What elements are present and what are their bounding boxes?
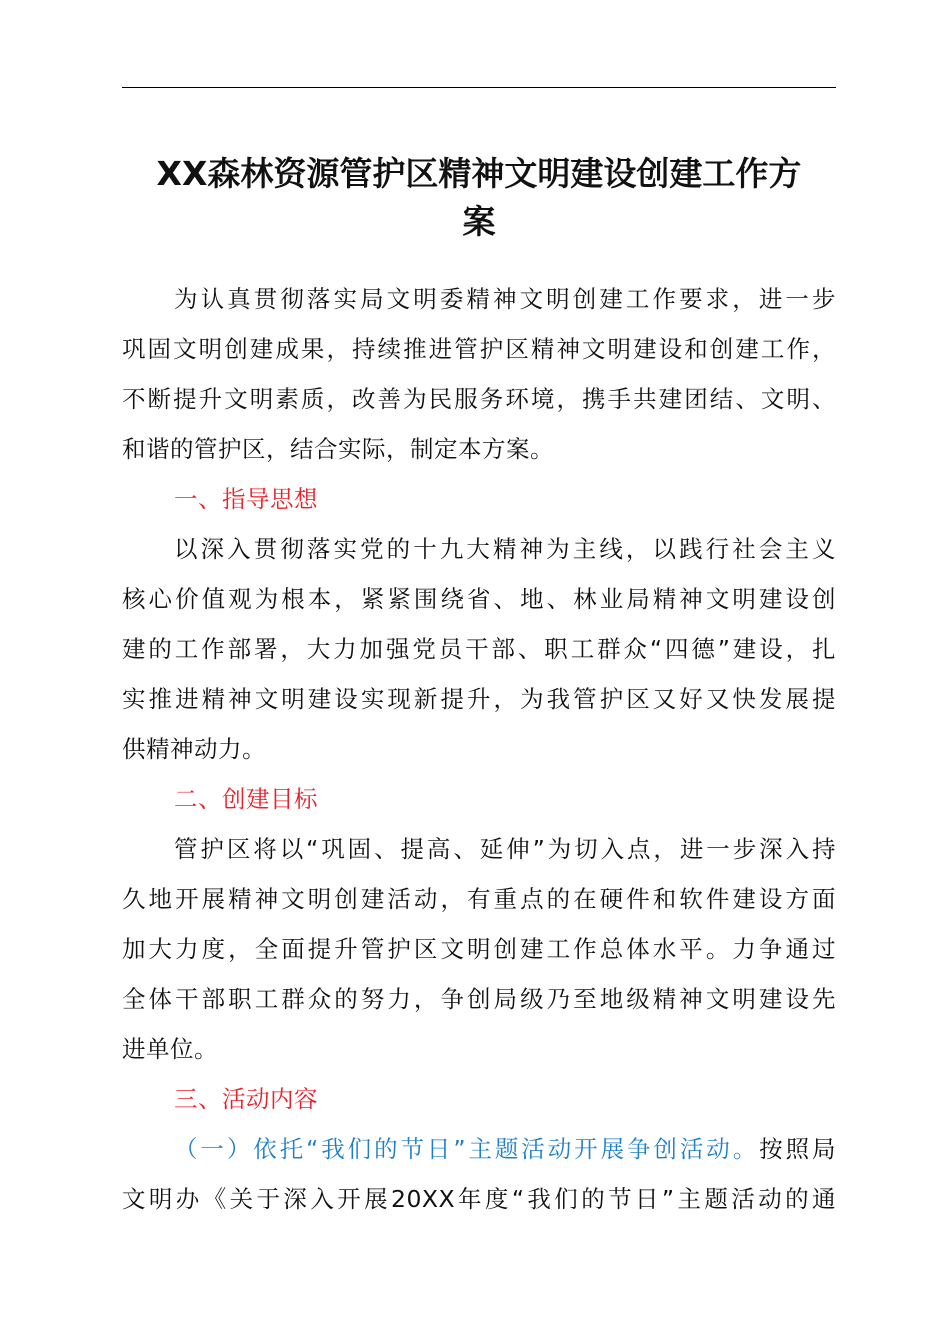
paragraph-line: 进单位。	[122, 1035, 218, 1063]
subsection-heading: （一）依托“我们的节日”主题活动开展争创活动。	[174, 1135, 760, 1163]
intro-line: 巩固文明创建成果，持续推进管护区精神文明建设和创建工作，	[122, 335, 836, 363]
subsection-text: 按照局	[759, 1135, 836, 1163]
paragraph-line: 供精神动力。	[122, 735, 266, 763]
paragraph-line: 核心价值观为根本，紧紧围绕省、地、林业局精神文明建设创	[122, 585, 836, 613]
title-line-2: 案	[462, 202, 496, 241]
section-heading-activities: 三、活动内容	[174, 1085, 318, 1113]
header-rule	[122, 87, 836, 88]
title-line-1: XX森林资源管护区精神文明建设创建工作方	[156, 154, 802, 193]
intro-line: 和谐的管护区，结合实际，制定本方案。	[122, 435, 554, 463]
intro-line: 不断提升文明素质，改善为民服务环境，携手共建团结、文明、	[122, 385, 836, 413]
paragraph-line: 久地开展精神文明创建活动，有重点的在硬件和软件建设方面	[122, 885, 836, 913]
paragraph-line: 全体干部职工群众的努力，争创局级乃至地级精神文明建设先	[122, 985, 836, 1013]
intro-line: 为认真贯彻落实局文明委精神文明创建工作要求，进一步	[174, 285, 836, 313]
section-heading-guiding-ideology: 一、指导思想	[174, 485, 318, 513]
document-body	[122, 274, 836, 1224]
paragraph-line: 建的工作部署，大力加强党员干部、职工群众“四德”建设，扎	[122, 635, 836, 663]
paragraph-line: 加大力度，全面提升管护区文明创建工作总体水平。力争通过	[122, 935, 836, 963]
document-title	[122, 150, 836, 246]
paragraph-line: 管护区将以“巩固、提高、延伸”为切入点，进一步深入持	[174, 835, 836, 863]
section-heading-goals: 二、创建目标	[174, 785, 318, 813]
paragraph-line: 实推进精神文明建设实现新提升，为我管护区又好又快发展提	[122, 685, 836, 713]
paragraph-line: 文明办《关于深入开展20XX年度“我们的节日”主题活动的通	[122, 1185, 836, 1213]
paragraph-line: 以深入贯彻落实党的十九大精神为主线，以践行社会主义	[174, 535, 836, 563]
subsection-line	[122, 1124, 836, 1174]
